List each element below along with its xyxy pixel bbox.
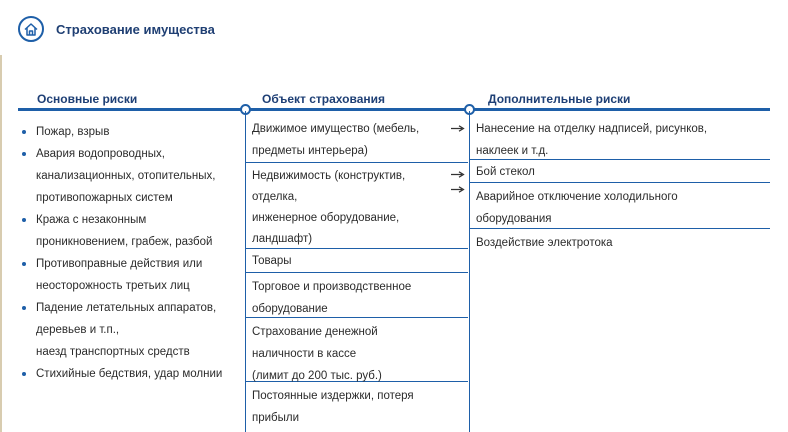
page-title: Страхование имущества — [56, 21, 215, 37]
column-header-main-risks: Основные риски — [37, 92, 138, 106]
list-item: Стихийные бедствия, удар молнии — [22, 363, 242, 385]
object-cell: Недвижимость (конструктив, отделка, инженерное оборудование, ландшафт) — [246, 163, 468, 249]
list-item: Кража с незаконным проникновением, грабеж, разбой — [22, 209, 242, 253]
decorative-side-rule — [0, 55, 2, 432]
object-cell: Движимое имущество (мебель, предметы интерьера) — [246, 115, 468, 163]
object-cell: Страхование денежной наличности в кассе (лимит до 200 тыс. руб.) — [246, 318, 468, 382]
additional-risk-cell: Аварийное отключение холодильного оборудования — [470, 183, 770, 229]
page-header — [18, 16, 215, 42]
object-cell: Постоянные издержки, потеря прибыли — [252, 390, 414, 424]
column-header-additional-risks: Дополнительные риски — [488, 92, 631, 106]
list-item: Падение летательных аппаратов, деревьев и т.п., наезд транспортных средств — [22, 297, 242, 363]
column-header-insurance-object: Объект страхования — [262, 92, 386, 106]
list-item: Противоправные действия или неосторожность третьих лиц — [22, 253, 242, 297]
list-item: Авария водопроводных, канализационных, отопительных, противопожарных систем — [22, 143, 242, 209]
header-divider — [18, 108, 770, 111]
main-risks-list — [22, 121, 242, 385]
additional-risk-cell: Бой стекол — [470, 160, 770, 183]
additional-risk-cell: Воздействие электротока — [476, 237, 613, 249]
additional-risk-cell: Нанесение на отделку надписей, рисунков, наклеек и т.д. — [470, 115, 770, 160]
arrow-right-icon — [451, 125, 465, 132]
arrow-right-icon — [451, 171, 465, 178]
object-cell: Торговое и производственное оборудование — [246, 273, 468, 318]
list-item: Пожар, взрыв — [22, 121, 242, 143]
object-cell: Товары — [246, 249, 468, 273]
home-icon[interactable] — [18, 16, 44, 42]
arrow-right-icon — [451, 186, 465, 193]
